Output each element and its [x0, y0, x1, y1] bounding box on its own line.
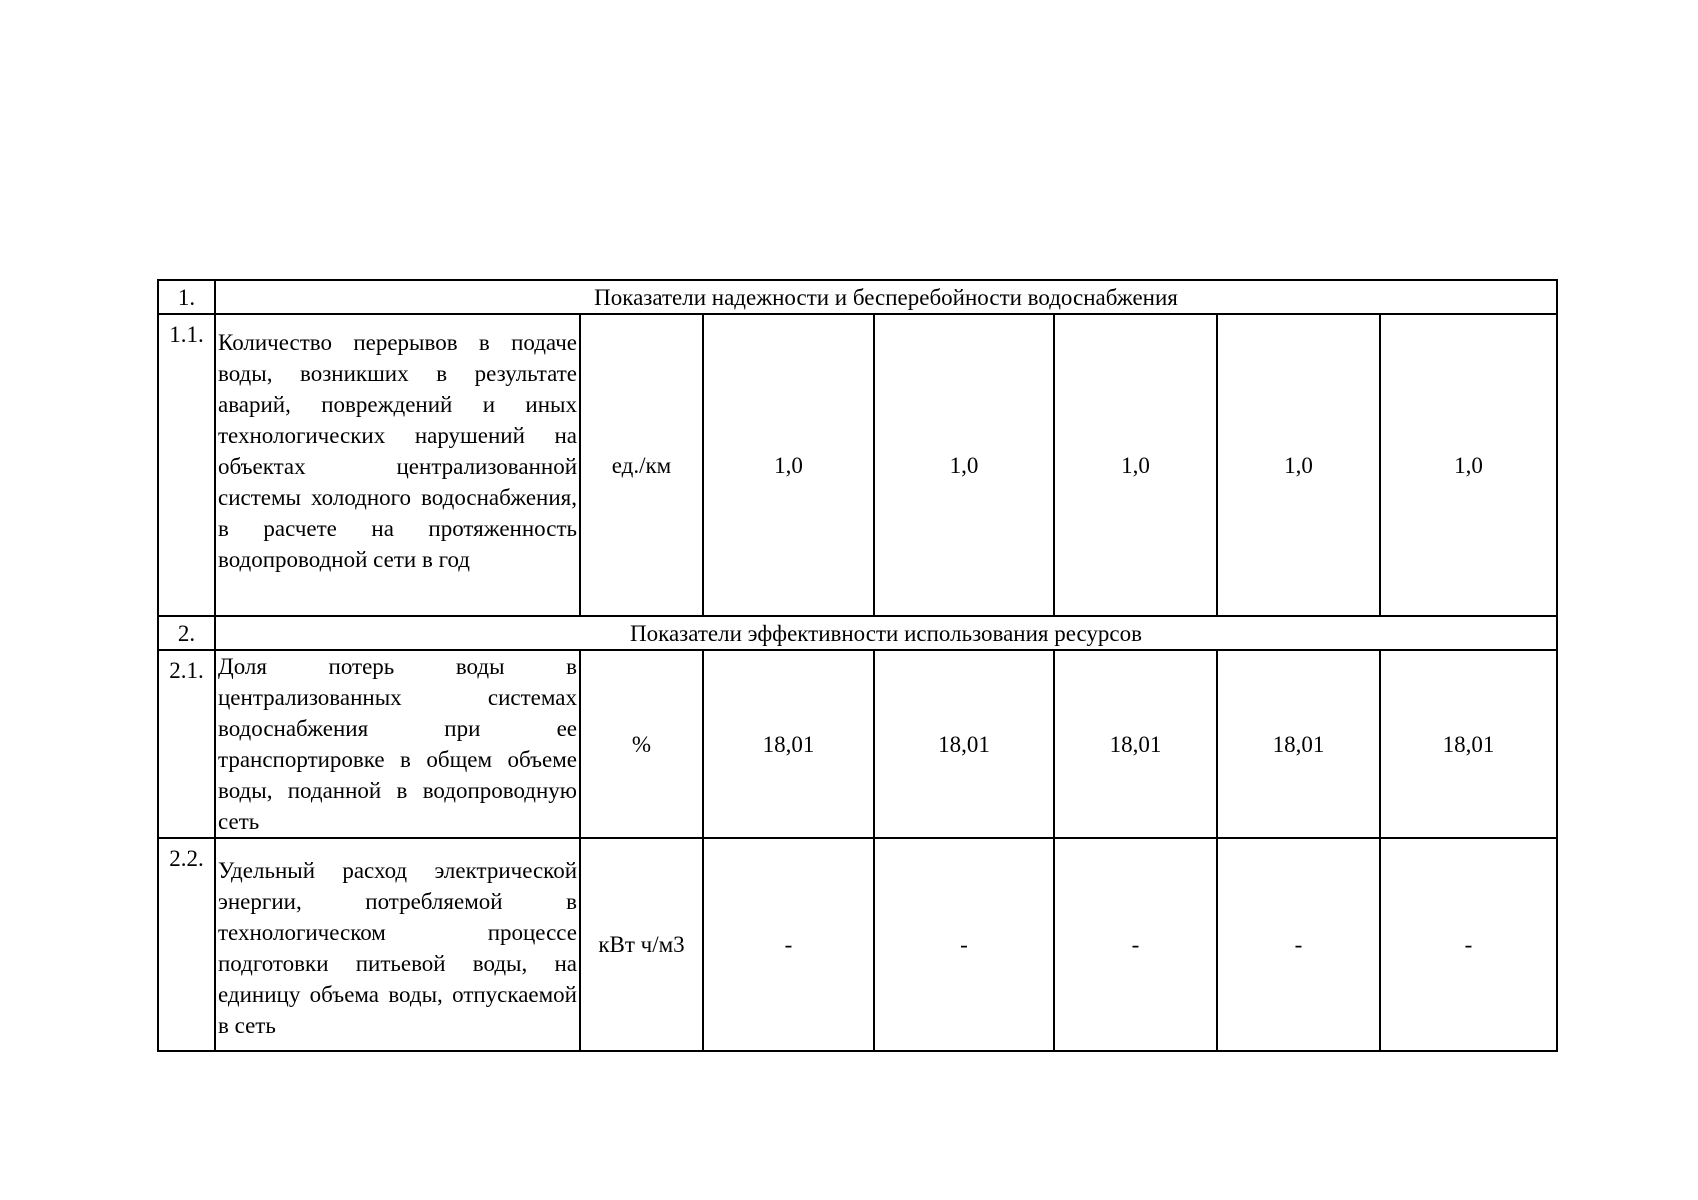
- row-value: -: [703, 838, 874, 1051]
- row-value: 18,01: [1380, 650, 1557, 838]
- row-description: Количество перерывов в подаче воды, возникших в результате аварий, повреждений и иных технологических нарушений на объектах централизованной системы холодного водоснабжения, в расчете на протяженность водопроводной сети в год: [215, 314, 580, 616]
- row-unit: %: [580, 650, 703, 838]
- row-unit: ед./км: [580, 314, 703, 616]
- indicators-table: [157, 279, 1558, 1052]
- row-number: 2.1.: [158, 650, 215, 838]
- row-value: 1,0: [1054, 314, 1217, 616]
- row-number: 1.1.: [158, 314, 215, 616]
- row-value: 18,01: [874, 650, 1054, 838]
- row-value: -: [1217, 838, 1380, 1051]
- section-number: 1.: [158, 280, 215, 314]
- row-description: Доля потерь воды в централизованных системах водоснабжения при ее транспортировке в общем объеме воды, поданной в водопроводную сеть: [215, 650, 580, 838]
- row-value: 18,01: [1217, 650, 1380, 838]
- row-value: 18,01: [703, 650, 874, 838]
- section-row-2: [158, 616, 1557, 650]
- row-value: 1,0: [703, 314, 874, 616]
- row-value: 1,0: [874, 314, 1054, 616]
- table-row: [158, 838, 1557, 1051]
- row-value: 18,01: [1054, 650, 1217, 838]
- section-number: 2.: [158, 616, 215, 650]
- section-title: Показатели надежности и бесперебойности водоснабжения: [215, 280, 1557, 314]
- table-row: [158, 314, 1557, 616]
- row-number: 2.2.: [158, 838, 215, 1051]
- row-value: 1,0: [1217, 314, 1380, 616]
- row-description: Удельный расход электрической энергии, потребляемой в технологическом процессе подготовки питьевой воды, на единицу объема воды, отпускаемой в сеть: [215, 838, 580, 1051]
- row-value: -: [1380, 838, 1557, 1051]
- row-value: -: [874, 838, 1054, 1051]
- row-value: -: [1054, 838, 1217, 1051]
- table-row: [158, 650, 1557, 838]
- section-title: Показатели эффективности использования ресурсов: [215, 616, 1557, 650]
- row-unit: кВт ч/м3: [580, 838, 703, 1051]
- section-row-1: [158, 280, 1557, 314]
- row-value: 1,0: [1380, 314, 1557, 616]
